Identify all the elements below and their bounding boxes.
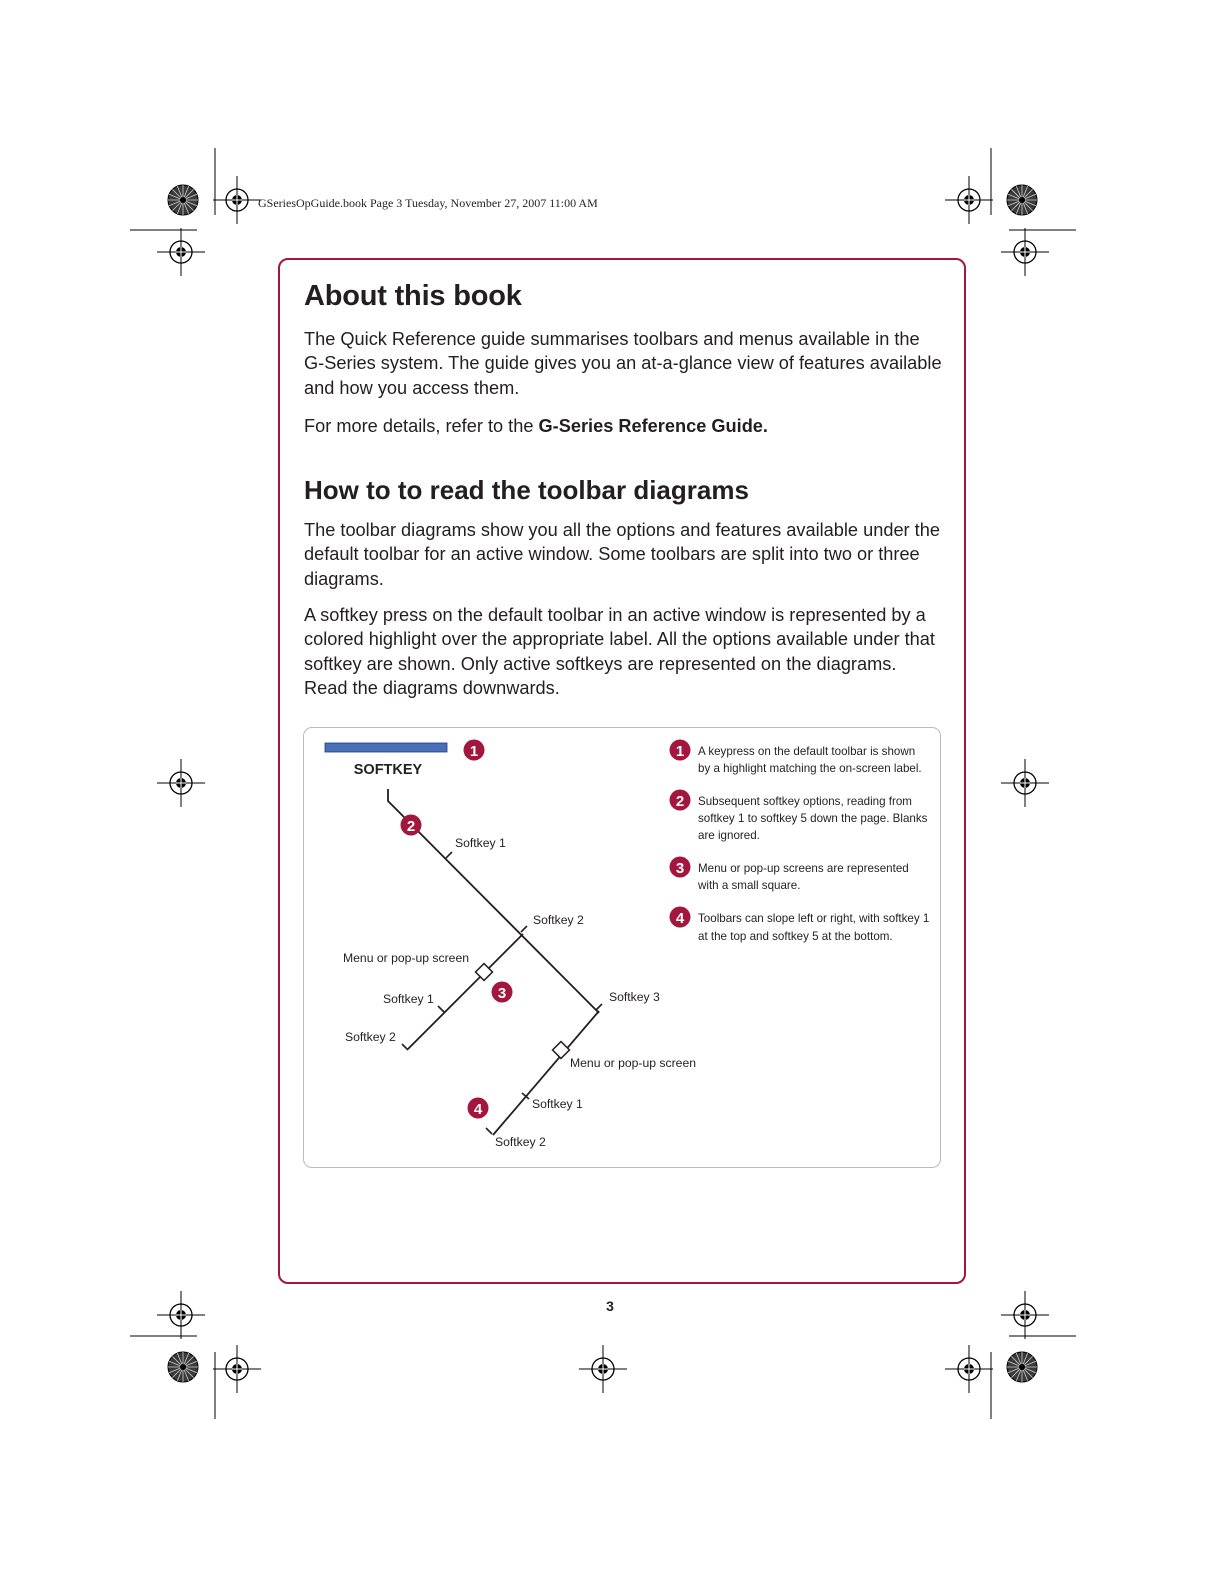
diagram-marker-3 (492, 982, 513, 1003)
label-main-softkey3: Softkey 3 (609, 990, 660, 1004)
label-left-softkey1: Softkey 1 (383, 992, 434, 1006)
section-title-about: About this book (304, 280, 522, 312)
label-left-softkey2: Softkey 2 (345, 1030, 396, 1044)
menu-square-right (553, 1042, 570, 1059)
tick-left-softkey1 (438, 1006, 444, 1012)
legend-2-line-2: softkey 1 to softkey 5 down the page. Blanks (698, 812, 928, 825)
softkey-highlight (325, 743, 447, 752)
legend-marker-3: 3 (675, 860, 685, 877)
softkey-label: SOFTKEY (353, 762, 423, 778)
tick-main-softkey1 (446, 852, 452, 858)
right-branch-line (493, 1011, 599, 1135)
label-menu-left: Menu or pop-up screen (343, 951, 470, 965)
diagram-marker-2 (401, 815, 422, 836)
legend-marker-2: 2 (675, 793, 685, 810)
legend-item-3 (670, 857, 909, 893)
print-slug: GSeriesOpGuide.book Page 3 Tuesday, November 27, 2007 11:00 AM (258, 196, 598, 210)
diagram-marker-4 (468, 1098, 489, 1119)
legend-item-4 (670, 907, 930, 944)
legend-item-2 (670, 790, 928, 843)
legend-1-line-2: by a highlight matching the on-screen label. (698, 762, 922, 775)
label-main-softkey2: Softkey 2 (533, 913, 584, 927)
legend-item-1 (670, 740, 922, 776)
diagram-marker-3-number: 3 (497, 985, 507, 1002)
diagram-marker-2-number: 2 (406, 818, 416, 835)
diagram-marker-4-number: 4 (473, 1101, 483, 1118)
diagram-marker-1-number: 1 (469, 743, 479, 760)
about-paragraph-2-text: For more details, refer to the (304, 416, 539, 436)
label-main-softkey1: Softkey 1 (455, 836, 506, 850)
legend-3-line-2: with a small square. (698, 879, 801, 892)
label-right-softkey1: Softkey 1 (532, 1097, 583, 1111)
page-number: 3 (606, 1298, 614, 1314)
tick-right-softkey2 (486, 1128, 492, 1134)
legend-4-line-2: at the top and softkey 5 at the bottom. (698, 930, 893, 943)
legend-1-line-1: A keypress on the default toolbar is shown (698, 745, 916, 758)
tick-left-softkey2 (402, 1044, 408, 1050)
diagram-marker-1 (464, 740, 485, 761)
label-menu-right: Menu or pop-up screen (570, 1056, 697, 1070)
tick-main-softkey2 (521, 926, 527, 932)
how-paragraph-1: The toolbar diagrams show you all the options and features available under the default toolbar for an active window. Some toolbars are split into two or three diagrams. (304, 520, 940, 589)
legend-2-line-1: Subsequent softkey options, reading from (698, 795, 912, 808)
legend-marker-4: 4 (675, 910, 685, 927)
legend-marker-1: 1 (675, 743, 685, 760)
tick-main-softkey3 (596, 1004, 602, 1010)
legend-4-line-1: Toolbars can slope left or right, with softkey 1 (698, 912, 930, 925)
legend-2-line-3: are ignored. (698, 829, 760, 842)
legend-3-line-1: Menu or pop-up screens are represented (698, 862, 909, 875)
section-title-how-to-read: How to to read the toolbar diagrams (304, 475, 749, 505)
reference-guide-title: G-Series Reference Guide. (538, 416, 768, 436)
about-paragraph-1: The Quick Reference guide summarises toolbars and menus available in the G-Series system. The guide gives you an at-a-glance view of features available and how you access them. (304, 329, 942, 398)
how-paragraph-2: A softkey press on the default toolbar in an active window is represented by a colored highlight over the appropriate label. All the options available under that softkey are shown. Only active softkeys are represented on the diagrams. Read the diagrams downwards. (304, 605, 935, 698)
label-right-softkey2: Softkey 2 (495, 1135, 546, 1149)
